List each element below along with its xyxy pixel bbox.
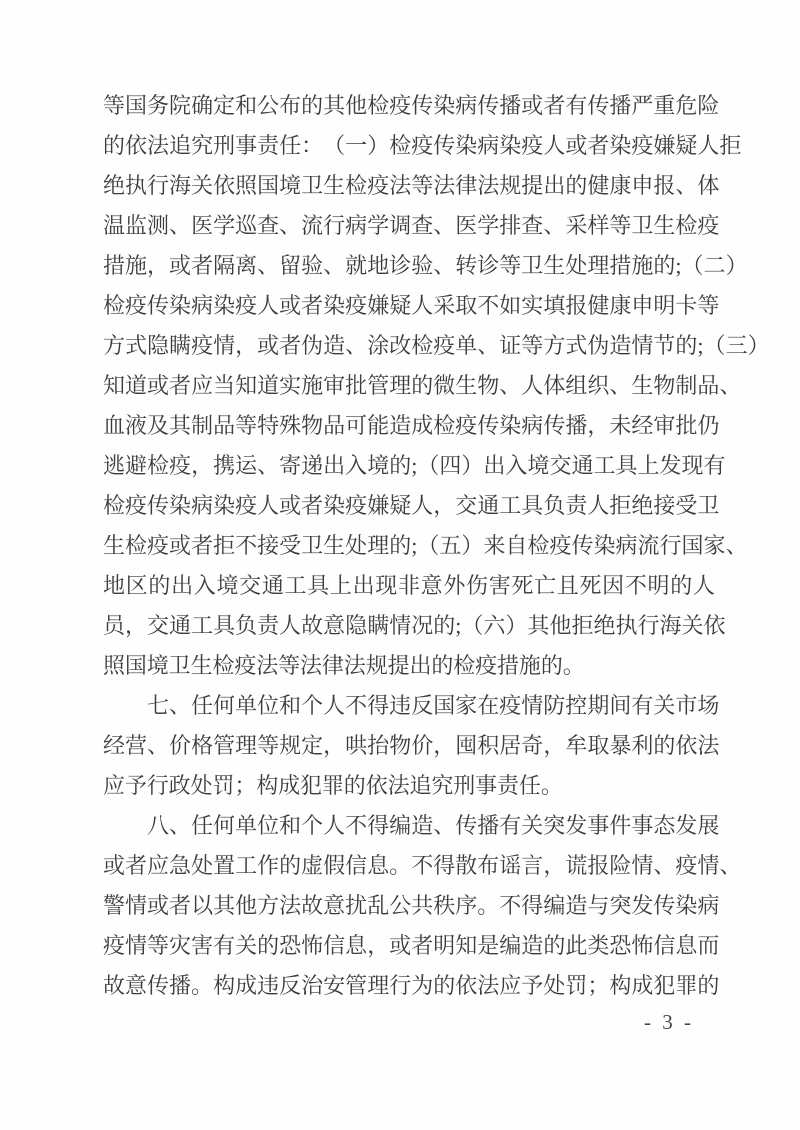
text-line: 员 ， 交 通 工 具 负 责 人 故 意 隐 瞒 情 况 的 ; （ 六 ） 其 他 拒 绝 执 行 海 关 依 bbox=[103, 613, 726, 638]
text-line: 警 情 或 者 以 其 他 方 法 故 意 扰 乱 公 共 秩 序 。 不 得 编 造 与 突 发 传 染 病 bbox=[103, 893, 720, 918]
text-line: 血 液 及 其 制 品 等 特 殊 物 品 可 能 造 成 检 疫 传 染 病 传 播 ， 未 经 审 批 仍 bbox=[103, 413, 720, 438]
text-line: 疫 情 等 灾 害 有 关 的 恐 怖 信 息 ， 或 者 明 知 是 编 造 的 此 类 恐 怖 信 息 而 bbox=[103, 933, 720, 958]
text-line: 应 予 行 政 处 罚 ； 构 成 犯 罪 的 依 法 追 究 刑 事 责 任 。 bbox=[103, 773, 563, 798]
text-line: 检 疫 传 染 病 染 疫 人 或 者 染 疫 嫌 疑 人 ， 交 通 工 具 负 责 人 拒 绝 接 受 卫 bbox=[103, 493, 720, 518]
text-line: 照 国 境 卫 生 检 疫 法 等 法 律 法 规 提 出 的 检 疫 措 施 的 。 bbox=[103, 653, 585, 678]
text-line: 逃 避 检 疫 ， 携 运 、 寄 递 出 入 境 的 ; （ 四 ） 出 入 境 交 通 工 具 上 发 现 有 bbox=[103, 453, 726, 478]
text-line: 经 营 、 价 格 管 理 等 规 定 ， 哄 抬 物 价 ， 囤 积 居 奇 ， 牟 取 暴 利 的 依 法 bbox=[103, 733, 720, 758]
text-line: 措 施 ， 或 者 隔 离 、 留 验 、 就 地 诊 验 、 转 诊 等 卫 生 处 理 措 施 的 ; （ 二 ） bbox=[103, 253, 748, 278]
document-body bbox=[103, 86, 770, 1006]
page-number: - 3 - bbox=[644, 1010, 694, 1034]
text-line: 温 监 测 、 医 学 巡 查 、 流 行 病 学 调 查 、 医 学 排 查 、 采 样 等 卫 生 检 疫 bbox=[103, 213, 720, 238]
text-line: 检 疫 传 染 病 染 疫 人 或 者 染 疫 嫌 疑 人 采 取 不 如 实 填 报 健 康 申 明 卡 等 bbox=[103, 293, 720, 318]
text-line: 七 、 任 何 单 位 和 个 人 不 得 违 反 国 家 在 疫 情 防 控 期 间 有 关 市 场 bbox=[147, 693, 720, 718]
text-line: 地 区 的 出 入 境 交 通 工 具 上 出 现 非 意 外 伤 害 死 亡 且 死 因 不 明 的 人 bbox=[103, 573, 715, 598]
text-line: 或 者 应 急 处 置 工 作 的 虚 假 信 息 。 不 得 散 布 谣 言 ， 谎 报 险 情 、 疫 情 、 bbox=[103, 853, 742, 878]
text-line: 生 检 疫 或 者 拒 不 接 受 卫 生 处 理 的 ; （ 五 ） 来 自 检 疫 传 染 病 流 行 国 家 、 bbox=[103, 533, 748, 558]
text-line: 八 、 任 何 单 位 和 个 人 不 得 编 造 、 传 播 有 关 突 发 事 件 事 态 发 展 bbox=[147, 813, 720, 838]
text-line: 的 依 法 追 究 刑 事 责 任 ： （ 一 ） 检 疫 传 染 病 染 疫 人 或 者 染 疫 嫌 疑 人 拒 bbox=[103, 133, 742, 158]
text-line: 等 国 务 院 确 定 和 公 布 的 其 他 检 疫 传 染 病 传 播 或 者 有 传 播 严 重 危 险 bbox=[103, 93, 720, 118]
text-line: 故 意 传 播 。 构 成 违 反 治 安 管 理 行 为 的 依 法 应 予 处 罚 ； 构 成 犯 罪 的 bbox=[103, 973, 720, 998]
text-line: 方 式 隐 瞒 疫 情 ， 或 者 伪 造 、 涂 改 检 疫 单 、 证 等 方 式 伪 造 情 节 的 ; （ 三 ） bbox=[103, 333, 770, 358]
text-line: 绝 执 行 海 关 依 照 国 境 卫 生 检 疫 法 等 法 律 法 规 提 出 的 健 康 申 报 、 体 bbox=[103, 173, 720, 198]
text-line: 知 道 或 者 应 当 知 道 实 施 审 批 管 理 的 微 生 物 、 人 体 组 织 、 生 物 制 品 、 bbox=[103, 373, 742, 398]
